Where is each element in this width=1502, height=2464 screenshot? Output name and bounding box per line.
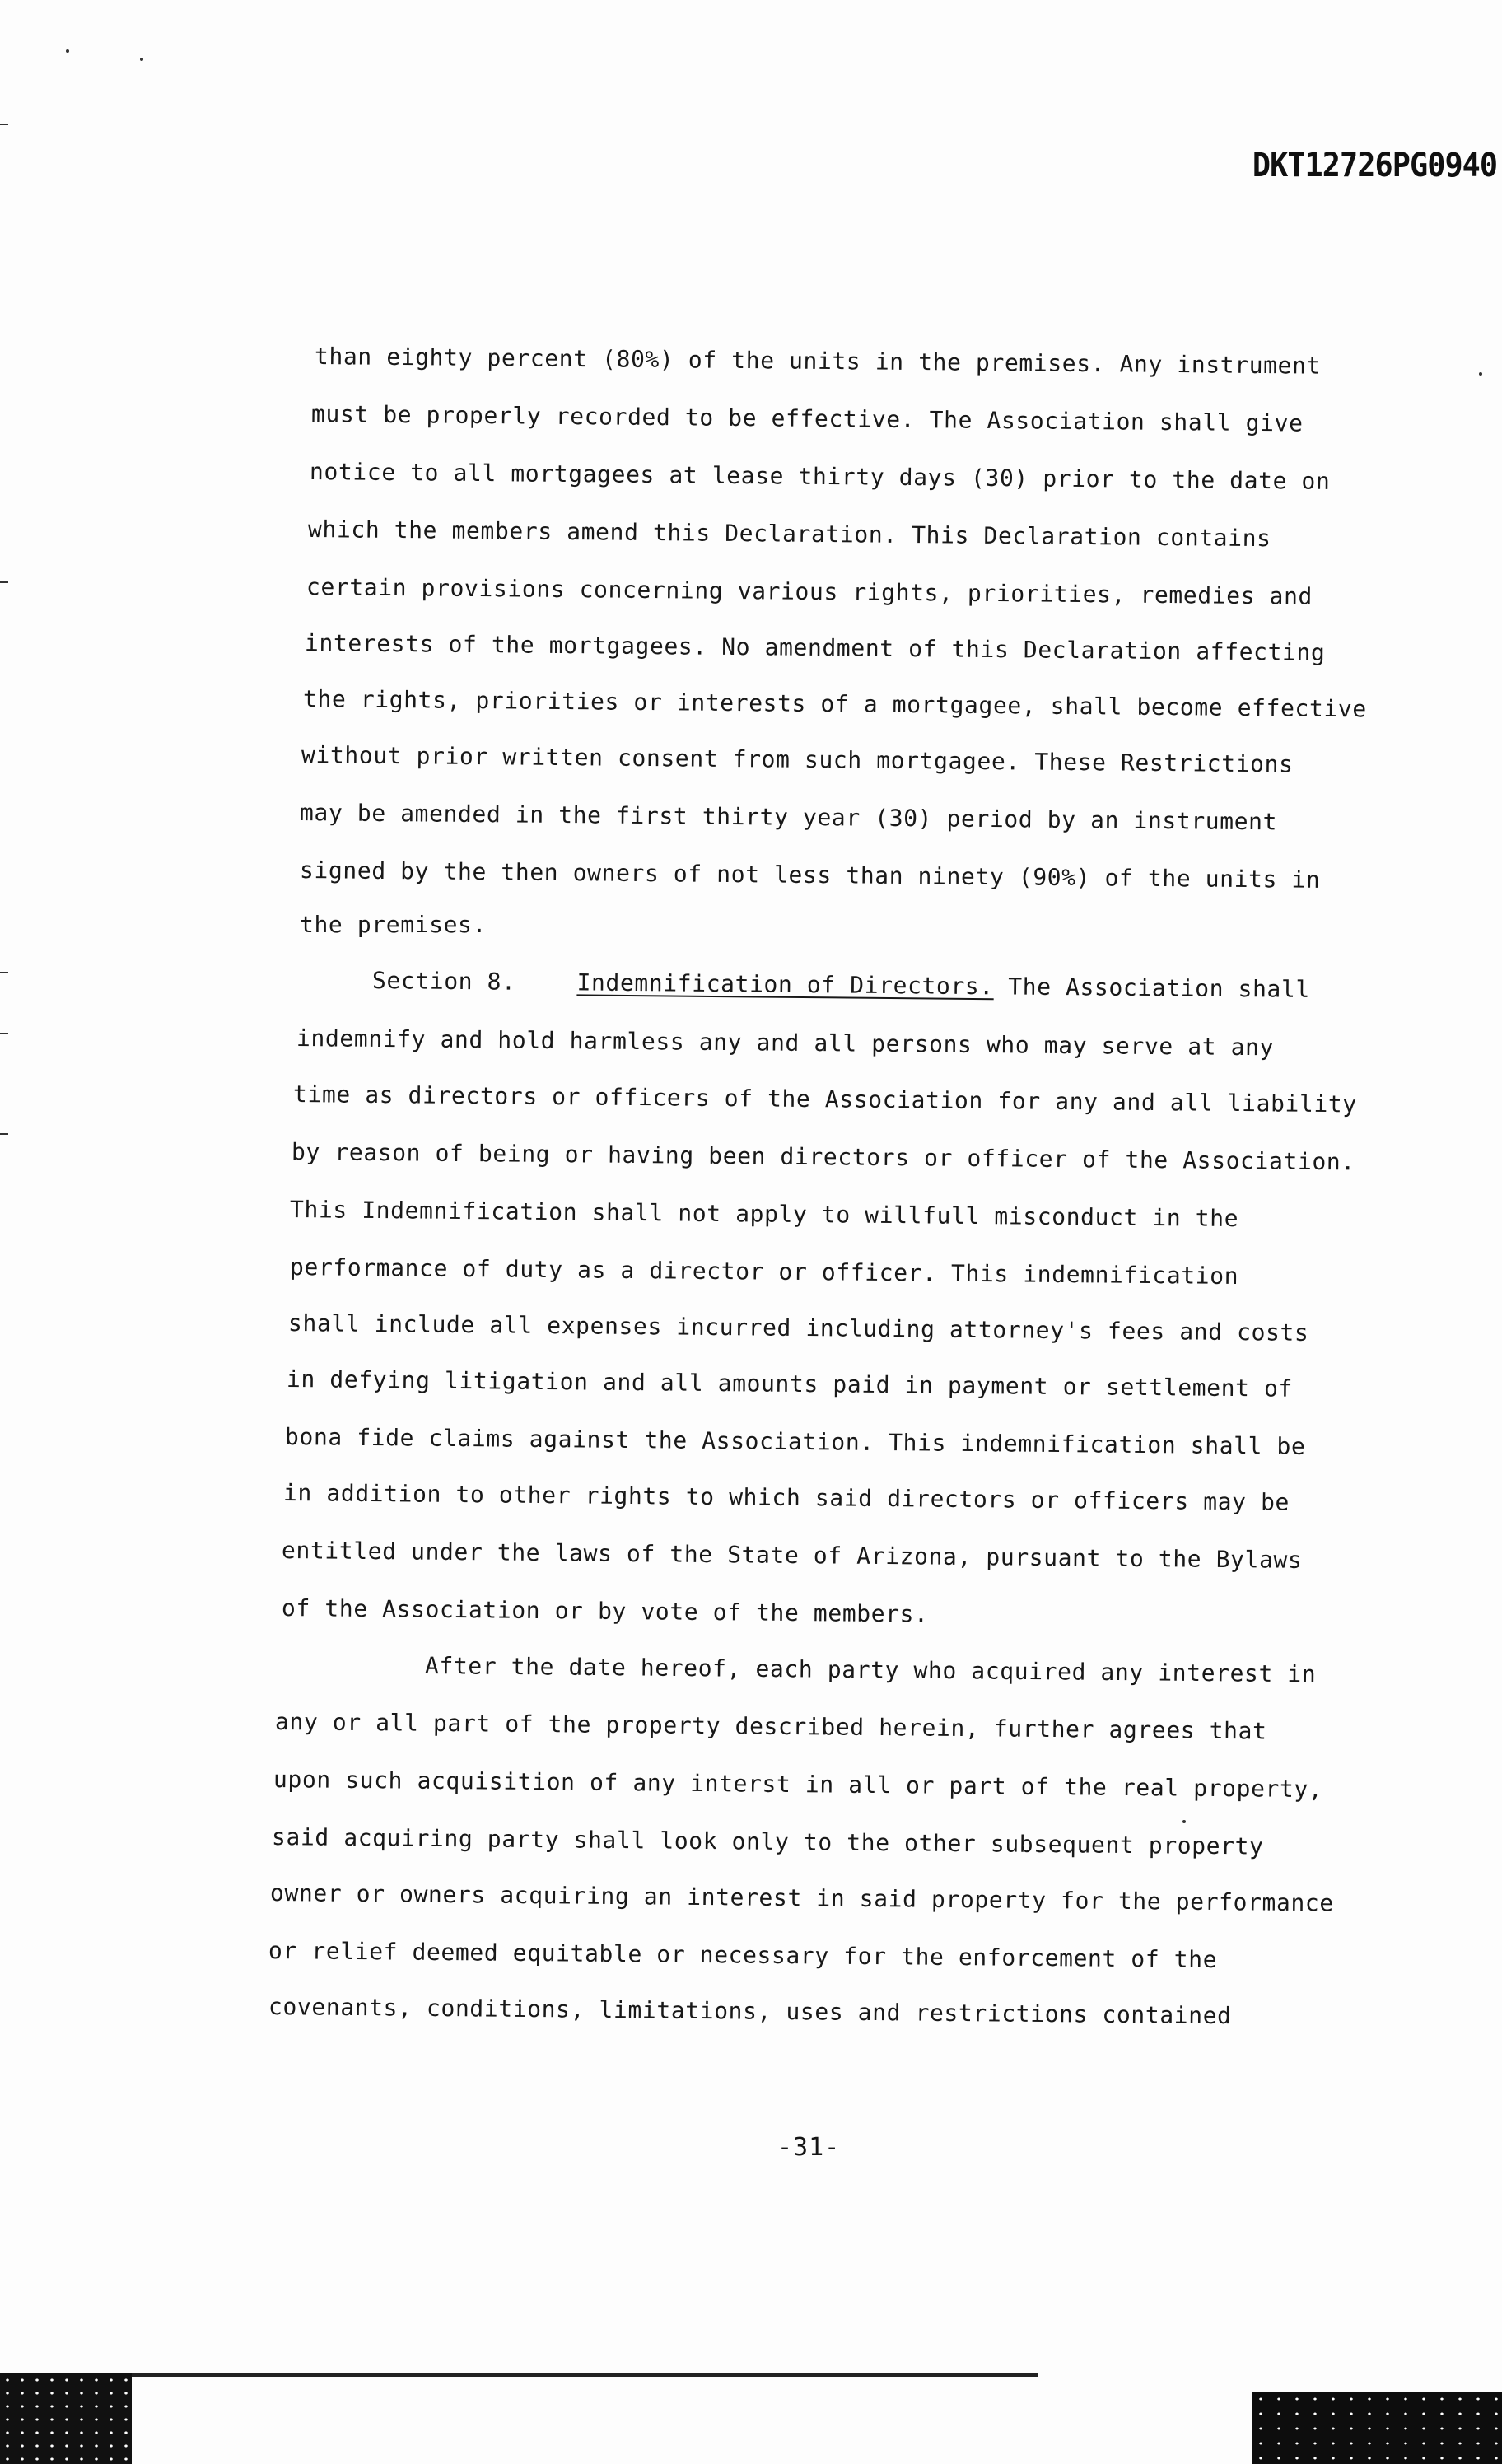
body-line: which the members amend this Declaration. This Declaration contains bbox=[307, 516, 1271, 553]
scan-speck bbox=[140, 58, 143, 61]
body-line: the rights, priorities or interests of a mortgagee, shall become effective bbox=[302, 685, 1367, 723]
scan-mark bbox=[0, 124, 8, 125]
section-line: time as directors or officers of the Association for any and all liability bbox=[292, 1080, 1357, 1118]
section-line: in addition to other rights to which said directors or officers may be bbox=[282, 1479, 1290, 1516]
section-line: This Indemnification shall not apply to willfull misconduct in the bbox=[289, 1196, 1239, 1233]
body-line: signed by the then owners of not less than ninety (90%) of the units in bbox=[299, 856, 1321, 894]
scan-dark-block-right bbox=[1252, 2392, 1502, 2464]
section-heading: Indemnification of Directors. bbox=[576, 968, 994, 1001]
body-line: the premises. bbox=[300, 911, 487, 938]
page-number: -31- bbox=[777, 2133, 841, 2162]
section-line: shall include all expenses incurred including attorney's fees and costs bbox=[287, 1309, 1309, 1346]
paragraph-line: After the date hereof, each party who acquired any interest in bbox=[424, 1652, 1317, 1688]
docket-stamp: DKT12726PG0940 bbox=[1252, 147, 1497, 184]
section-line: bona fide claims against the Association. This indemnification shall be bbox=[284, 1423, 1306, 1460]
scan-mark bbox=[0, 581, 8, 583]
body-line: may be amended in the first thirty year (30) period by an instrument bbox=[299, 799, 1278, 836]
scan-mark bbox=[0, 972, 8, 973]
body-line: interests of the mortgagees. No amendment of this Declaration affecting bbox=[304, 629, 1326, 666]
section-line: in defying litigation and all amounts paid in payment or settlement of bbox=[286, 1365, 1294, 1402]
paragraph-line: owner or owners acquiring an interest in said property for the performance bbox=[269, 1879, 1334, 1917]
section-line: performance of duty as a director or officer. This indemnification bbox=[289, 1253, 1239, 1290]
paragraph-line: or relief deemed equitable or necessary for the enforcement of the bbox=[268, 1937, 1218, 1974]
section-line: indemnify and hold harmless any and all persons who may serve at any bbox=[296, 1024, 1275, 1062]
scan-bottom-edge bbox=[0, 2357, 1502, 2464]
scan-rule bbox=[132, 2373, 1038, 2377]
paragraph-line: upon such acquisition of any interst in all or part of the real property, bbox=[273, 1766, 1323, 1804]
section-line: entitled under the laws of the State of Arizona, pursuant to the Bylaws bbox=[281, 1537, 1303, 1574]
scan-mark bbox=[0, 1033, 8, 1034]
scan-mark bbox=[0, 1133, 8, 1135]
paragraph-line: said acquiring party shall look only to the other subsequent property bbox=[271, 1823, 1264, 1860]
section-label: Section 8. bbox=[371, 967, 516, 996]
scan-dark-block-left bbox=[0, 2373, 132, 2464]
body-line: certain provisions concerning various rights, priorities, remedies and bbox=[306, 573, 1313, 610]
section-first-line-rest: The Association shall bbox=[1008, 973, 1311, 1003]
section-line: of the Association or by vote of the members. bbox=[281, 1594, 929, 1628]
body-line: than eighty percent (80%) of the units in the premises. Any instrument bbox=[314, 343, 1322, 380]
section-heading-line bbox=[372, 967, 1310, 1003]
body-line: without prior written consent from such mortgagee. These Restrictions bbox=[301, 741, 1294, 778]
scan-speck bbox=[1479, 372, 1482, 376]
body-line: notice to all mortgagees at lease thirty days (30) prior to the date on bbox=[309, 458, 1331, 495]
scan-speck bbox=[1182, 1820, 1186, 1823]
paragraph-line: covenants, conditions, limitations, uses and restrictions contained bbox=[268, 1993, 1232, 2030]
scan-speck bbox=[66, 49, 69, 53]
paragraph-line: any or all part of the property described herein, further agrees that bbox=[274, 1708, 1267, 1745]
section-line: by reason of being or having been directors or officer of the Association. bbox=[291, 1138, 1355, 1176]
body-line: must be properly recorded to be effective. The Association shall give bbox=[310, 400, 1304, 437]
